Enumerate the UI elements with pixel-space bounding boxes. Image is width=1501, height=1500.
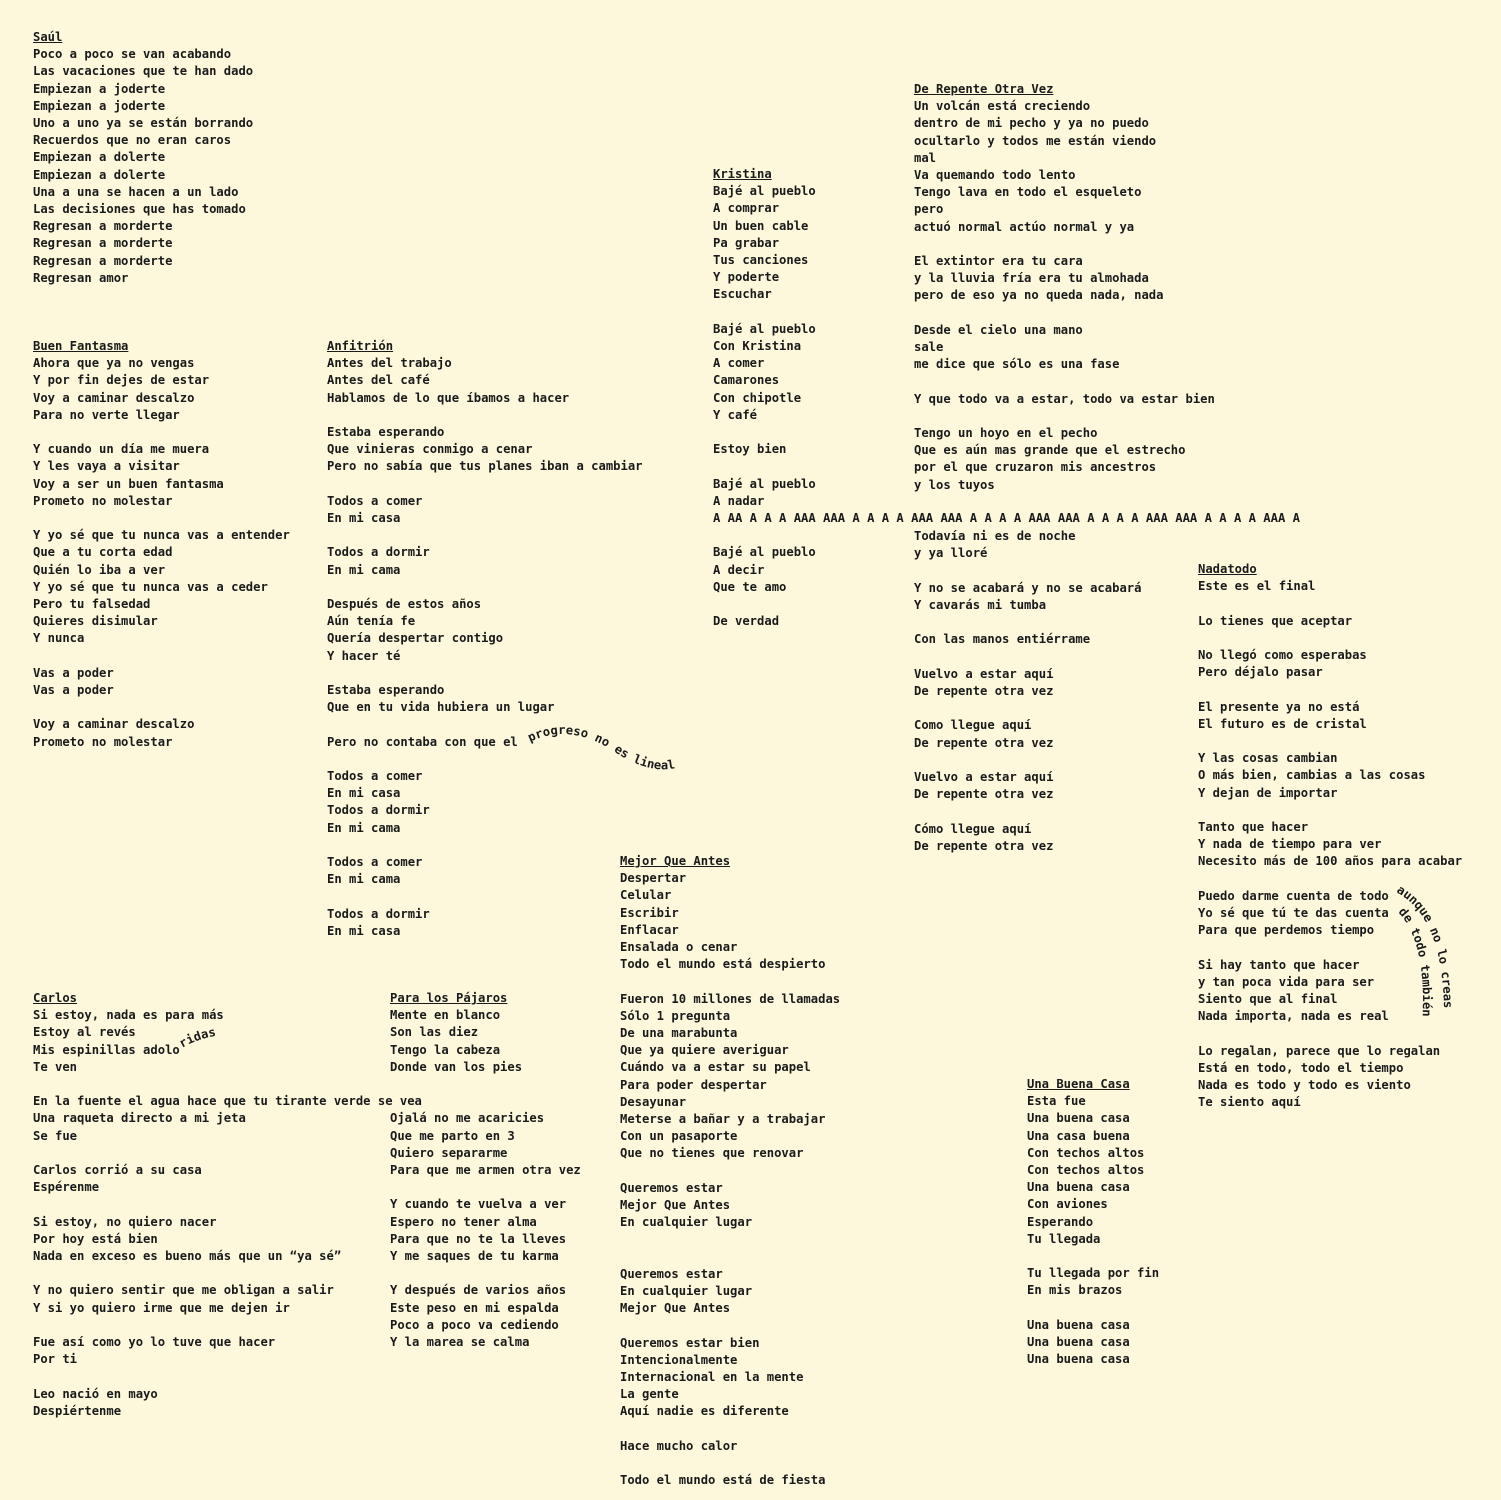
poem-line: Y no se acabará y no se acabará xyxy=(914,580,1142,595)
poem-line: Regresan amor xyxy=(33,270,129,285)
poem-line: Despiértenme xyxy=(33,1403,122,1418)
poem-line: Escuchar xyxy=(713,287,772,302)
poem-line xyxy=(914,803,1215,820)
poem-line: Poco a poco se van acabando xyxy=(33,47,232,62)
poem-line: Queremos estar xyxy=(620,1266,723,1281)
poem-title: Kristina xyxy=(713,167,772,181)
poem-line: Te siento aquí xyxy=(1198,1095,1301,1110)
poem-line: Un volcán está creciendo xyxy=(914,99,1091,114)
poem-line: Para que me armen otra vez xyxy=(390,1163,581,1177)
poem-line xyxy=(1027,1300,1159,1317)
poem-title: Para los Pájaros xyxy=(390,991,508,1005)
poem-line: Para no verte llegar xyxy=(33,407,180,422)
poem-line: Esta fue xyxy=(1027,1094,1086,1109)
poem-line: Las decisiones que has tomado xyxy=(33,202,246,217)
poem-line: Tu llegada xyxy=(1027,1231,1101,1246)
poem-line: En mi casa xyxy=(327,923,401,938)
poem-line: Regresan a morderte xyxy=(33,236,173,251)
poem-line: Que en tu vida hubiera un lugar xyxy=(327,700,555,715)
poem-line: Espero no tener alma xyxy=(390,1214,537,1229)
poem-line: Con aviones xyxy=(1027,1197,1108,1212)
poem-line: Una buena casa xyxy=(1027,1111,1130,1126)
poem-line: Que te amo xyxy=(713,579,787,594)
poem-line xyxy=(914,305,1215,322)
poem-line: Regresan a morderte xyxy=(33,219,173,234)
poem-line: Voy a caminar descalzo xyxy=(33,390,195,405)
poem-line: Lo regalan, parece que lo regalan xyxy=(1198,1043,1441,1058)
poem-line xyxy=(327,407,643,424)
curved-text-aunque-label: aunque no lo creas xyxy=(1394,882,1455,1009)
poem-line xyxy=(914,563,1215,580)
poem-mejor-que-antes xyxy=(620,853,840,1489)
poem-line: Tu llegada por fin xyxy=(1027,1266,1160,1281)
poem-line: O más bien, cambias a las cosas xyxy=(1198,768,1426,783)
poem-line: Mis espinillas adolo xyxy=(33,1042,180,1057)
poem-line: Bajé al pueblo xyxy=(713,476,816,491)
svg-text:progreso no es lineal xyxy=(526,723,676,772)
poem-line: Estoy al revés xyxy=(33,1025,136,1040)
poem-line: Vuelvo a estar aquí xyxy=(914,666,1054,681)
poem-title: Una Buena Casa xyxy=(1027,1077,1130,1091)
poem-line: Quién lo iba a ver xyxy=(33,562,166,577)
poem-line xyxy=(33,510,290,527)
poem-line xyxy=(1027,1248,1159,1265)
poem-line: Aquí nadie es diferente xyxy=(620,1404,789,1419)
poem-line: Yo sé que tú te das cuenta xyxy=(1198,905,1389,920)
poem-line: Meterse a bañar y a trabajar xyxy=(620,1112,826,1127)
poem-line: Antes del trabajo xyxy=(327,356,452,371)
poem-line: Queremos estar xyxy=(620,1180,723,1195)
poem-line: Si estoy, no quiero nacer xyxy=(33,1214,217,1229)
poem-line: Una raqueta directo a mi jeta xyxy=(33,1111,246,1126)
poem-para-los-pajaros xyxy=(390,990,581,1351)
poem-line: Esperando xyxy=(1027,1214,1094,1229)
poem-line: Se fue xyxy=(33,1128,78,1143)
poem-line: En la fuente el agua hace que tu tirante verde se vea xyxy=(33,1094,422,1109)
poem-line: Aún tenía fe xyxy=(327,614,416,629)
poem-line: Si hay tanto que hacer xyxy=(1198,957,1360,972)
poem-line: La gente xyxy=(620,1387,679,1402)
poem-line: De repente otra vez xyxy=(914,735,1054,750)
curved-text-aunque xyxy=(1390,882,1470,1038)
poem-line: Fueron 10 millones de llamadas xyxy=(620,991,841,1006)
poem-line: Mejor Que Antes xyxy=(620,1198,731,1213)
poem-line: Que a tu corta edad xyxy=(33,545,173,560)
poem-line: Y yo sé que tu nunca vas a ceder xyxy=(33,579,268,594)
poem-line: y tan poca vida para ser xyxy=(1198,974,1375,989)
poem-line: Pero tu falsedad xyxy=(33,597,151,612)
poem-line: Empiezan a joderte xyxy=(33,81,166,96)
poem-line: A comprar xyxy=(713,201,780,216)
poem-line xyxy=(1198,733,1462,750)
poem-line: Vas a poder xyxy=(33,683,114,698)
poem-title: Nadatodo xyxy=(1198,562,1257,576)
poem-line: Que vinieras conmigo a cenar xyxy=(327,442,533,457)
poem-line: De repente otra vez xyxy=(914,838,1054,853)
poem-line: Todos a comer xyxy=(327,768,423,783)
poem-line: Que es aún mas grande que el estrecho xyxy=(914,443,1186,458)
poem-line: En mi casa xyxy=(327,786,401,801)
poem-line: Una buena casa xyxy=(1027,1335,1130,1350)
poem-line xyxy=(620,1249,840,1266)
poem-line: sale xyxy=(914,340,944,355)
poem-line xyxy=(327,665,643,682)
poem-line: Un buen cable xyxy=(713,218,809,233)
poem-line: El extintor era tu cara xyxy=(914,254,1083,269)
poem-line: Y cavarás mi tumba xyxy=(914,597,1047,612)
poem-line: Para que no te la lleves xyxy=(390,1231,567,1246)
poem-line: y los tuyos xyxy=(914,477,995,492)
poem-line: Vuelvo a estar aquí xyxy=(914,769,1054,784)
poem-line xyxy=(33,1196,422,1213)
poem-line: dentro de mi pecho y ya no puedo xyxy=(914,116,1149,131)
poem-line xyxy=(327,527,643,544)
poem-line: Intencionalmente xyxy=(620,1352,738,1367)
poem-line: Una a una se hacen a un lado xyxy=(33,184,239,199)
curved-text-detodo-label: de todo también xyxy=(1395,904,1435,1017)
poem-line: Con un pasaporte xyxy=(620,1129,738,1144)
poem-line: Y no quiero sentir que me obligan a salir xyxy=(33,1283,334,1298)
poem-line: De repente otra vez xyxy=(914,683,1054,698)
poem-line: Una casa buena xyxy=(1027,1128,1130,1143)
poem-line: Para poder despertar xyxy=(620,1077,767,1092)
poem-una-buena-casa xyxy=(1027,1076,1159,1368)
poem-line: Con Kristina xyxy=(713,339,802,354)
poem-line: Por ti xyxy=(33,1352,78,1367)
poem-line: Todavía ni es de noche xyxy=(914,529,1076,544)
poem-saul xyxy=(33,29,253,287)
poem-line: Empiezan a dolerte xyxy=(33,167,166,182)
poem-anfitrion xyxy=(327,338,643,940)
poem-line: Con techos altos xyxy=(1027,1163,1145,1178)
poem-line: y ya lloré xyxy=(914,546,988,561)
poem-line: Este es el final xyxy=(1198,579,1316,594)
poem-line: Y la marea se calma xyxy=(390,1335,530,1349)
poem-line xyxy=(620,1231,840,1248)
poem-line xyxy=(620,1317,840,1334)
poem-line xyxy=(1198,871,1462,888)
poem-line xyxy=(620,973,840,990)
poem-line: Empiezan a joderte xyxy=(33,98,166,113)
poem-line: A AA A A A AAA AAA A A A A AAA AAA A A A A AAA AAA A A A A AAA AAA A A A A AAA A xyxy=(713,511,1300,526)
poem-line: Que me parto en 3 xyxy=(390,1128,515,1143)
poem-line: Espérenme xyxy=(33,1180,100,1195)
poem-line xyxy=(327,579,643,596)
poem-line: Ahora que ya no vengas xyxy=(33,356,195,371)
poem-line: Todos a dormir xyxy=(327,803,430,818)
poem-line: Todos a comer xyxy=(327,493,423,508)
poem-line: Hace mucho calor xyxy=(620,1438,738,1453)
poem-line: Todos a dormir xyxy=(327,545,430,560)
poem-line: Antes del café xyxy=(327,373,430,388)
poem-line xyxy=(914,752,1215,769)
poem-line xyxy=(620,1421,840,1438)
poem-line: Mejor Que Antes xyxy=(620,1301,731,1316)
poem-line: Después de estos años xyxy=(327,596,482,611)
poem-line: Donde van los pies xyxy=(390,1059,523,1074)
poem-line: me dice que sólo es una fase xyxy=(914,357,1120,372)
poem-line: A nadar xyxy=(713,493,765,508)
poem-line: Prometo no molestar xyxy=(33,734,173,749)
poem-line: Y hacer té xyxy=(327,648,401,663)
poem-line: Pero no sabía que tus planes iban a cambiar xyxy=(327,459,643,474)
poem-line: Siento que al final xyxy=(1198,991,1338,1006)
poem-line: Todos a comer xyxy=(327,854,423,869)
poem-line: actuó normal actúo normal y ya xyxy=(914,219,1135,234)
poem-line: Tengo un hoyo en el pecho xyxy=(914,426,1098,440)
poem-line: Uno a uno ya se están borrando xyxy=(33,116,254,131)
poem-line xyxy=(1198,595,1462,612)
poem-line: Y después de varios años xyxy=(390,1283,567,1298)
poem-line: Si estoy, nada es para más xyxy=(33,1008,224,1023)
poem-line: ocultarlo y todos me están viendo xyxy=(914,133,1157,148)
poem-line: En mi cama xyxy=(327,872,401,887)
poem-line xyxy=(620,1455,840,1472)
poem-line: Pa grabar xyxy=(713,235,780,250)
poem-line xyxy=(390,1179,581,1196)
poem-line: De repente otra vez xyxy=(914,787,1054,802)
poem-line: Mente en blanco xyxy=(390,1008,501,1023)
poem-line: En mis brazos xyxy=(1027,1283,1123,1298)
poem-line: Y las cosas cambian xyxy=(1198,751,1338,766)
poem-line: En mi cama xyxy=(327,562,401,577)
poem-line: Tengo lava en todo el esqueleto xyxy=(914,185,1142,200)
poem-line: Regresan a morderte xyxy=(33,253,173,268)
poem-line: Cuándo va a estar su papel xyxy=(620,1060,811,1075)
poem-line: mal xyxy=(914,150,937,165)
poem-line: Tanto que hacer xyxy=(1198,819,1309,834)
poem-line: Quieres disimular xyxy=(33,614,158,629)
poem-line xyxy=(914,649,1215,666)
poem-line: Vas a poder xyxy=(33,665,114,680)
poem-line: En mi casa xyxy=(327,511,401,525)
poem-line xyxy=(33,1076,422,1093)
poem-line xyxy=(1198,681,1462,698)
poem-line: Bajé al pueblo xyxy=(713,545,816,560)
poem-line: Nada importa, nada es real xyxy=(1198,1009,1389,1024)
poem-line: Despertar xyxy=(620,871,687,886)
poem-line: Este peso en mi espalda xyxy=(390,1300,559,1315)
poem-line: Todo el mundo está despierto xyxy=(620,957,826,972)
curved-text-progreso xyxy=(525,722,725,782)
curved-text-ridas-label: ridas xyxy=(176,1024,217,1051)
poem-line: Carlos corrió a su casa xyxy=(33,1163,202,1177)
poem-line: Y cuando un día me muera xyxy=(33,442,210,457)
poem-line: Estaba esperando xyxy=(327,425,445,439)
poem-line xyxy=(327,888,643,905)
poem-line: Y si yo quiero irme que me dejen ir xyxy=(33,1300,290,1315)
poem-line: Quería despertar contigo xyxy=(327,631,504,646)
poem-buen-fantasma xyxy=(33,338,290,751)
poem-line xyxy=(327,476,643,493)
svg-text:ridas xyxy=(177,1025,217,1051)
poem-line xyxy=(914,494,1215,511)
poem-line: En mi cama xyxy=(327,820,401,835)
poem-line: Puedo darme cuenta de todo xyxy=(1198,888,1389,903)
poem-line: Con techos altos xyxy=(1027,1145,1145,1160)
poem-line xyxy=(390,1093,581,1110)
poem-line: Y me saques de tu karma xyxy=(390,1249,559,1263)
poem-line: Sólo 1 pregunta xyxy=(620,1008,731,1023)
poem-line: Prometo no molestar xyxy=(33,493,173,508)
poem-line: Quiero separarme xyxy=(390,1145,508,1160)
poem-line: Desayunar xyxy=(620,1094,687,1109)
poem-line: Camarones xyxy=(713,373,780,388)
poem-line: Ensalada o cenar xyxy=(620,940,738,955)
poem-line: Y que todo va a estar, todo va estar bien xyxy=(914,391,1215,406)
poem-line: Que ya quiere averiguar xyxy=(620,1043,789,1058)
poem-title: Mejor Que Antes xyxy=(620,854,731,868)
poem-line: Te ven xyxy=(33,1059,78,1074)
poem-line: Y nada de tiempo para ver xyxy=(1198,837,1382,852)
poem-title: Anfitrión xyxy=(327,339,394,353)
poem-line xyxy=(390,1265,581,1282)
poem-line: De una marabunta xyxy=(620,1026,738,1041)
poem-line: Celular xyxy=(620,888,672,903)
poem-line xyxy=(914,511,1215,528)
poem-title: Saúl xyxy=(33,30,63,44)
poem-line: pero xyxy=(914,202,944,217)
poem-line xyxy=(1198,802,1462,819)
poem-line: Necesito más de 100 años para acabar xyxy=(1198,854,1463,869)
poem-line: Queremos estar bien xyxy=(620,1335,760,1350)
poem-line: Todo el mundo está de fiesta xyxy=(620,1473,826,1488)
poem-line: Enflacar xyxy=(620,922,679,937)
curved-text-progreso-label: progreso no es lineal xyxy=(525,722,676,773)
poem-line: Recuerdos que no eran caros xyxy=(33,133,232,148)
poem-line: Tus canciones xyxy=(713,253,809,268)
poem-line xyxy=(33,1317,422,1334)
poem-line: A decir xyxy=(713,562,765,577)
poem-line xyxy=(33,424,290,441)
poem-line xyxy=(33,648,290,665)
poem-line: Cómo llegue aquí xyxy=(914,821,1032,836)
poem-line: Voy a caminar descalzo xyxy=(33,717,195,732)
poem-line: Una buena casa xyxy=(1027,1317,1130,1332)
poem-line: Y poderte xyxy=(713,270,780,285)
poem-line xyxy=(914,700,1215,717)
poem-line: Bajé al pueblo xyxy=(713,184,816,199)
poem-line: Por hoy está bien xyxy=(33,1231,158,1246)
poem-line: Ojalá no me acaricies xyxy=(390,1111,545,1126)
poem-line: Va quemando todo lento xyxy=(914,168,1076,183)
poem-line: Y yo sé que tu nunca vas a entender xyxy=(33,528,290,543)
poem-title: De Repente Otra Vez xyxy=(914,82,1054,96)
poem-line: Una buena casa xyxy=(1027,1180,1130,1195)
poem-line xyxy=(914,236,1215,253)
poem-line: En cualquier lugar xyxy=(620,1215,753,1230)
poem-line: Estoy bien xyxy=(713,442,787,457)
poem-line xyxy=(914,408,1215,425)
poem-line: Desde el cielo una mano xyxy=(914,322,1083,337)
poem-line: Y dejan de importar xyxy=(1198,785,1338,800)
poem-line: Con las manos entiérrame xyxy=(914,632,1091,647)
poem-line: No llegó como esperabas xyxy=(1198,647,1367,662)
poem-line xyxy=(1198,630,1462,647)
poem-line: De verdad xyxy=(713,614,780,629)
poem-title: Buen Fantasma xyxy=(33,339,129,353)
poem-de-repente-otra-vez xyxy=(914,81,1215,855)
poem-line: Internacional en la mente xyxy=(620,1370,804,1385)
poem-line: Pero no contaba con que el xyxy=(327,734,518,749)
poem-line: Todos a dormir xyxy=(327,906,430,921)
poem-line: Fue así como yo lo tuve que hacer xyxy=(33,1334,276,1349)
poem-line xyxy=(33,699,290,716)
poem-line xyxy=(33,1145,422,1162)
poem-line: En cualquier lugar xyxy=(620,1284,753,1299)
poem-line xyxy=(327,837,643,854)
poem-line: A comer xyxy=(713,356,765,371)
poem-line: Con chipotle xyxy=(713,390,802,405)
poem-line: El futuro es de cristal xyxy=(1198,716,1367,731)
poem-line xyxy=(914,614,1215,631)
poem-line: Bajé al pueblo xyxy=(713,321,816,336)
poem-line: Poco a poco va cediendo xyxy=(390,1317,559,1332)
curved-text-ridas xyxy=(176,1024,240,1058)
poem-line: Y nunca xyxy=(33,631,85,646)
poem-line xyxy=(914,373,1215,390)
poem-line: por el que cruzaron mis ancestros xyxy=(914,460,1157,475)
poem-line: Son las diez xyxy=(390,1025,479,1040)
poem-line xyxy=(620,1163,840,1180)
poem-line: Pero déjalo pasar xyxy=(1198,665,1323,680)
poem-title: Carlos xyxy=(33,991,78,1005)
poem-line: Voy a ser un buen fantasma xyxy=(33,476,224,491)
poem-line xyxy=(33,1368,422,1385)
poem-line: Empiezan a dolerte xyxy=(33,150,166,165)
poem-line: El presente ya no está xyxy=(1198,699,1360,714)
poem-line xyxy=(390,1076,581,1093)
poem-line: Y cuando te vuelva a ver xyxy=(390,1197,567,1212)
poem-line: Nada es todo y todo es viento xyxy=(1198,1077,1411,1092)
poem-line: Para que perdemos tiempo xyxy=(1198,923,1375,938)
poem-line: Una buena casa xyxy=(1027,1352,1130,1367)
poem-line: Escribir xyxy=(620,905,679,920)
poem-line xyxy=(33,1265,422,1282)
poem-line: Lo tienes que aceptar xyxy=(1198,613,1353,628)
poem-line: Nada en exceso es bueno más que un “ya sé” xyxy=(33,1249,342,1263)
poem-line: Está en todo, todo el tiempo xyxy=(1198,1060,1404,1075)
poem-line: Y por fin dejes de estar xyxy=(33,373,210,388)
poem-line: pero de eso ya no queda nada, nada xyxy=(914,288,1164,303)
poem-line: Que no tienes que renovar xyxy=(620,1146,804,1161)
poem-line: Estaba esperando xyxy=(327,682,445,697)
poem-line: Tengo la cabeza xyxy=(390,1042,501,1057)
poem-line: Leo nació en mayo xyxy=(33,1386,158,1401)
poem-line: Las vacaciones que te han dado xyxy=(33,64,254,79)
poem-line: Y les vaya a visitar xyxy=(33,459,180,474)
poem-line: y la lluvia fría era tu almohada xyxy=(914,271,1149,286)
poem-line: Hablamos de lo que íbamos a hacer xyxy=(327,390,570,405)
poem-line: Como llegue aquí xyxy=(914,718,1032,733)
poem-line: Y café xyxy=(713,407,758,422)
